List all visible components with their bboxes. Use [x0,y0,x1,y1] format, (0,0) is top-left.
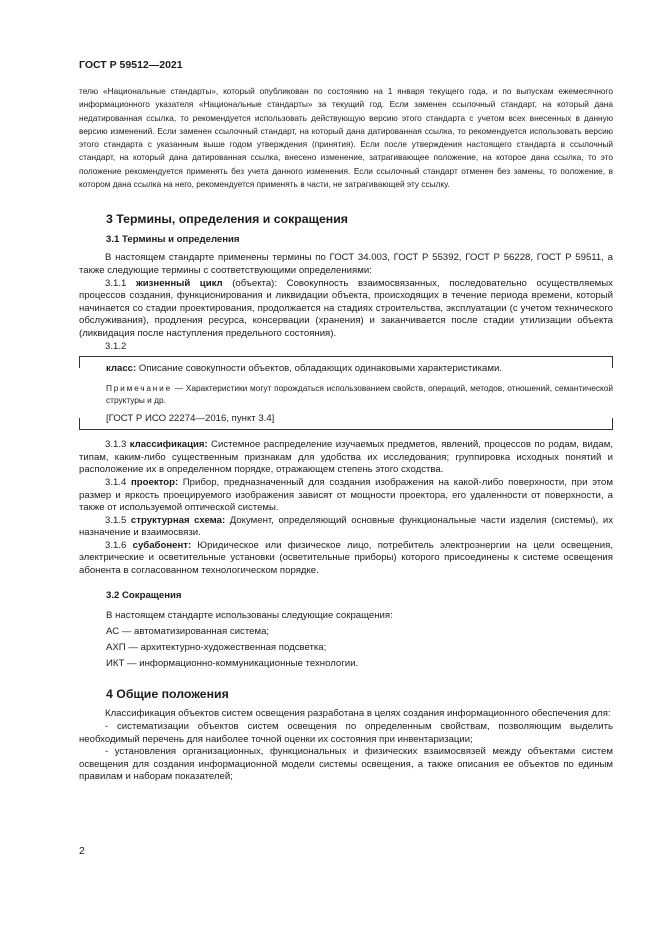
terms-lead-paragraph: В настоящем стандарте применены термины по ГОСТ 34.003, ГОСТ Р 55392, ГОСТ Р 56228, ГОСТ Р 59511, а также следующие термины с соответствующими определениями: [79,252,613,276]
term-name: проектор: [131,476,179,488]
page-number: 2 [79,845,85,857]
term-number: 3.1.4 [105,476,131,488]
term-3-1-2 [79,363,613,376]
term-name: классификация: [129,439,208,451]
page-content [79,85,613,784]
note-label: Примечание [106,382,173,393]
abbreviation-item: АХП — архитектурно-художественная подсветка; [106,642,327,654]
abbreviations-lead: В настоящем стандарте использованы следующие сокращения: [106,609,393,621]
term-definition: Прибор, предназначенный для создания изображения на какой-либо поверхности, при этом размер и яркость проецируемого изображения зависят от мощности проектора, его удаленности от поверхности, а также от используемой оптической системы. [79,476,613,514]
term-3-1-4 [79,477,613,515]
term-3-1-6 [79,540,613,578]
term-definition: Документ, определяющий основные функциональные части изделия (системы), их назначение и взаимосвязи. [79,514,613,539]
term-3-1-2-box [79,356,613,430]
term-number: 3.1.3 [105,439,130,451]
abbreviation-item: АС — автоматизированная система; [106,625,270,637]
section-4-title: 4 Общие положения [106,687,229,702]
subsection-3-1-title: 3.1 Термины и определения [106,234,240,246]
abbreviations-list [79,608,613,673]
term-3-1-5 [79,515,613,540]
term-number: 3.1.1 [105,277,136,289]
term-source-reference: [ГОСТ Р ИСО 22274—2016, пункт 3.4] [106,412,275,424]
term-definition: Описание совокупности объектов, обладающих одинаковыми характеристиками. [136,363,502,375]
term-definition: Системное распределение изучаемых предметов, явлений, процессов по родам, видам, типам, каким-либо существенным признакам для удобства их исследования; группировка исходных понятий и расположение их в определенном порядке, отражающем степень этого сходства. [79,439,613,476]
section-3-title: 3 Термины, определения и сокращения [106,212,348,227]
abbreviation-item: ИКТ — информационно-коммуникационные технологии. [106,658,359,670]
term-3-1-1 [79,278,613,341]
box-corner-right [612,418,613,429]
term-definition: Юридическое или физическое лицо, потребитель электроэнергии на цели освещения, электрические и осветительные установки (осветительные приборы) которого присоединены к системе освещения абонента в согласованном технологическом порядке. [79,539,613,577]
term-number: 3.1.5 [105,514,131,526]
intro-paragraph: телю «Национальные стандарты», который опубликован по состоянию на 1 января текущего года, и по выпускам ежемесячного информационного указателя «Национальные стандарты» за текущий год. Если заменен ссылочный стандарт, на который дана недатированная ссылка, то рекомендуется использовать действующую версию этого стандарта с учетом всех внесенных в данную версию изменений. Если заменен ссылочный стандарт, на который дана датированная ссылка, то рекомендуется использовать версию этого стандарта с указанным выше годом утверждения (принятия). Если после утверждения настоящего стандарта в ссылочный стандарт, на который дана датированная ссылка, внесено изменение, затрагивающее положение, на которое дана ссылка, то это положение рекомендуется применять без учета данного изменения. Если ссылочный стандарт отменен без замены, то положение, в котором дана ссылка на него, рекомендуется применять в части, не затрагивающей эту ссылку. [79,86,613,190]
term-name: класс: [106,363,137,375]
section-4-paragraph: Классификация объектов систем освещения разработана в целях создания информационного обеспечения для: [105,708,611,720]
term-note [79,382,613,407]
document-header: ГОСТ Р 59512—2021 [79,59,183,71]
subsection-3-2-title: 3.2 Сокращения [106,589,182,601]
term-name: субабонент: [132,539,192,551]
bullet-item: - установления организационных, функциональных и физических взаимосвязей между объектами систем освещения для создания информационной модели системы освещения, а также описания ее объектов по единым правилам и наборам показателей; [79,746,613,783]
term-definition: (объекта): Совокупность взаимосвязанных, последовательно осуществляемых процессов создания, функционирования и ликвидации объекта, происходящих в течение периода времени, который начинается со стадии проектирования, продолжается на стадиях строительства, эксплуатации (с учетом технического обслуживания), продления ресурса, консервации (хранения) и заканчивается после стадии утилизации объекта (ликвидация после наступления предельного состояния). [79,277,613,339]
box-corner-left [79,418,80,429]
term-name: структурная схема: [130,514,226,526]
bullet-item: - систематизации объектов систем освещения по определенным свойствам, позволяющим выделить необходимый перечень для наиболее точной оценки их состояния при инвентаризации; [79,721,613,745]
term-number: 3.1.6 [105,539,133,551]
term-3-1-3 [79,439,613,477]
note-text: — Характеристики могут порождаться использованием свойств, операций, методов, отношений, семантической структуры и др. [106,382,613,406]
term-name: жизненный цикл [135,277,223,289]
term-3-1-2-number: 3.1.2 [105,340,127,352]
